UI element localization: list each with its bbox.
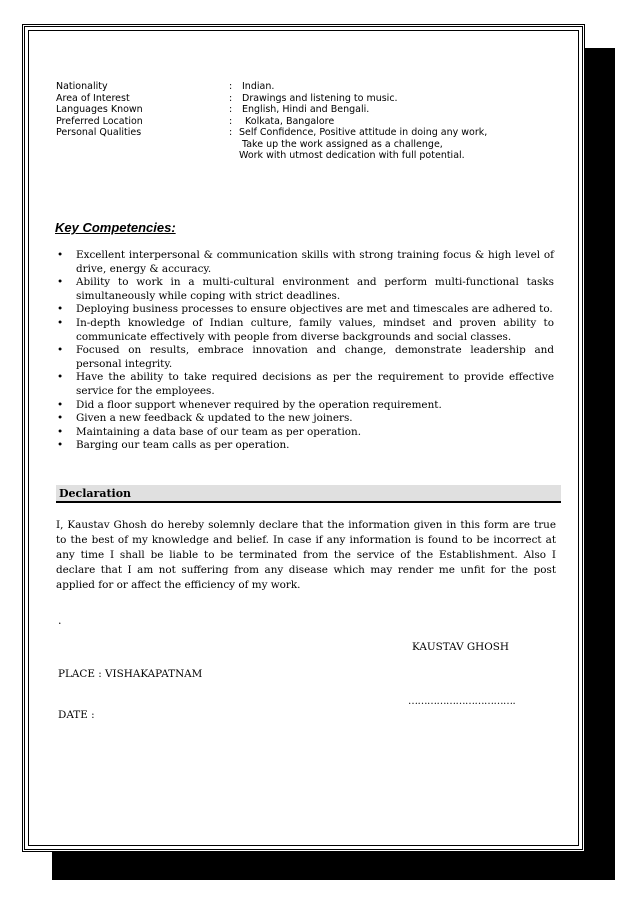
signatory-name: KAUSTAV GHOSH xyxy=(412,641,509,653)
bullet-icon: • xyxy=(57,316,64,329)
list-item xyxy=(56,276,554,303)
list-item xyxy=(56,399,554,413)
key-competencies-heading: Key Competencies: xyxy=(55,220,176,235)
info-value: English, Hindi and Bengali. xyxy=(242,104,370,115)
list-item-text: Did a floor support whenever required by the operation requirement. xyxy=(76,398,442,411)
bullet-icon: • xyxy=(57,439,64,452)
list-item xyxy=(56,249,554,276)
list-item-text: Have the ability to take required decisions as per the requirement to provide effective service for the employees. xyxy=(76,371,554,397)
bullet-icon: • xyxy=(57,425,64,438)
info-value: Self Confidence, Positive attitude in doing any work, xyxy=(239,127,488,138)
info-colon: : xyxy=(229,92,233,104)
list-item xyxy=(56,371,554,398)
stray-dot: . xyxy=(58,614,62,627)
list-item-text: Excellent interpersonal & communication skills with strong training focus & high level of drive, energy & accuracy. xyxy=(76,249,554,275)
info-colon: : xyxy=(229,104,233,115)
info-value: Drawings and listening to music. xyxy=(242,92,398,104)
bullet-icon: • xyxy=(57,249,64,261)
list-item xyxy=(56,412,554,426)
list-item-text: Deploying business processes to ensure objectives are met and timescales are adhered to. xyxy=(76,303,553,316)
info-label: Personal Qualities xyxy=(56,127,142,138)
list-item xyxy=(56,317,554,344)
declaration-text: I, Kaustav Ghosh do hereby solemnly declare that the information given in this form are true to the best of my knowledge and belief. In case if any information is found to be incorrect at any time I shall be liable to be terminated from the service of the Establishment. Also I declare that I am not suffering from any disease which may render me unfit for the post applied for or affect the efficiency of my work. xyxy=(56,519,556,591)
info-value: Work with utmost dedication with full potential. xyxy=(239,150,465,161)
bullet-icon: • xyxy=(57,412,64,425)
info-colon: : xyxy=(229,81,233,92)
bullet-icon: • xyxy=(57,276,64,289)
list-item-text: In-depth knowledge of Indian culture, family values, mindset and proven ability to communicate effectively with people from diverse backgrounds and social classes. xyxy=(76,316,554,343)
info-value: Kolkata, Bangalore xyxy=(242,115,335,127)
list-item-text: Maintaining a data base of our team as per operation. xyxy=(76,425,362,438)
info-label: Nationality xyxy=(56,81,108,92)
info-label: Languages Known xyxy=(56,104,143,115)
competencies-list xyxy=(56,249,554,453)
bullet-icon: • xyxy=(57,371,64,384)
bullet-icon: • xyxy=(57,303,64,316)
place-line: PLACE : VISHAKAPATNAM xyxy=(58,668,203,680)
info-label: Preferred Location xyxy=(56,115,143,127)
declaration-header-bar xyxy=(56,485,561,503)
signature-line: ……………………………. xyxy=(408,696,516,707)
list-item xyxy=(56,426,554,440)
list-item xyxy=(56,344,554,371)
declaration-heading: Declaration xyxy=(59,487,132,500)
bullet-icon: • xyxy=(57,398,64,411)
list-item-text: Given a new feedback & updated to the new joiners. xyxy=(76,412,353,425)
info-colon: : xyxy=(229,127,233,138)
list-item-text: Barging our team calls as per operation. xyxy=(76,439,290,452)
list-item xyxy=(56,303,554,317)
list-item-text: Focused on results, embrace innovation and change, demonstrate leadership and personal integrity. xyxy=(76,344,554,370)
list-item-text: Ability to work in a multi-cultural environment and perform multi-functional tasks simultaneously while coping with strict deadlines. xyxy=(76,276,554,302)
info-colon: : xyxy=(229,115,233,127)
info-label: Area of Interest xyxy=(56,92,130,104)
info-value: Take up the work assigned as a challenge, xyxy=(242,138,443,150)
date-line: DATE : xyxy=(58,709,95,721)
list-item xyxy=(56,439,554,453)
bullet-icon: • xyxy=(57,344,64,357)
info-value: Indian. xyxy=(242,81,275,92)
